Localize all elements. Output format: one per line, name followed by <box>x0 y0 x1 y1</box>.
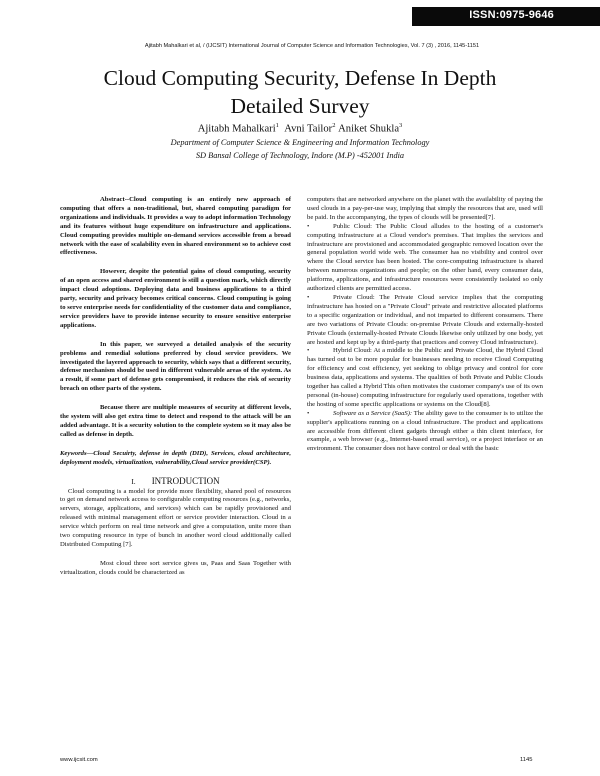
bullet-public-cloud <box>307 223 543 294</box>
section-number: I. <box>131 476 136 486</box>
bullet-text: Public Cloud: The Public Cloud alludes to the hosting of a customer's computing infrastructure at a Cloud vendor's premises. That implies the services and infrastructure are provisioned and accommodated geographic removed location over the general population world wide web. The consumer has no visibility and control over where the Cloud service has been hosted. The core-computing infrastructure is shared between numerous organizations and people; on the other hand, every consumer data, platforms, applications, and infrastructure resources were consistently isolated so only authorized clients are permitted access. <box>307 222 543 293</box>
issn-label: ISSN:0975-9646 <box>469 9 554 21</box>
continued-paragraph: computers that are networked anywhere on the planet with the availability of paying the used clouds in a pay-per-use way, implying that simply the resources that are, used will be paid. In the accompanying, the types of clouds will be presented[7]. <box>307 196 543 221</box>
left-column <box>60 196 291 578</box>
affiliation-college: SD Bansal College of Technology, Indore (M.P) -452001 India <box>195 151 405 160</box>
author-affil-mark: 1 <box>275 122 279 129</box>
intro-paragraph: Cloud computing is a model for provide more flexibility, shared pool of resources to get on demand network access to configurable computing resources (e.g., networks, servers, storage, applications, and services) which can be rapidly provisioned and released with minimal management effort or service provider interaction. Cloud in a service which perform on real time network and give a computation, unite more than two computing resource in type of bunch in another word cloud additionally called Distributed Computing [7]. <box>60 487 291 548</box>
bullet-mark: • <box>307 347 310 355</box>
keywords-text: —Cloud Secuirty, defense in depth (DID), Services, cloud architecture, deployment models, virtualization, vulnerability,Cloud service provider(CSP). <box>60 449 291 466</box>
footer-site: www.ijcsit.com <box>60 757 98 763</box>
bullet-saas <box>307 410 543 455</box>
abstract-paragraph: Abstract--Cloud computing is an entirely new approach of computing that offers a non-traditional, but, shared computing paradigm for organizations and individuals. It provides a way to adopt information Technology and its features without huge expenditure on infrastructure and applications. Cloud computing provides multiple on-demand services accessible from a broad network with the ease of scalability even in shared environment so to achieve cost effectiveness. <box>60 196 291 257</box>
bullet-text: Private Cloud: The Private Cloud service implies that the computing infrastructure has hosted on a "Private Cloud" private and restrictive allocated platforms to a specific organization or individual, and not imparted to different consumers. There are two variations of Private Clouds: on-premise Private Clouds and externally-hosted Private Clouds (externally-hosted Private Clouds likewise only utilized by one body, yet are hosted and kept up by a third-party that practices and convey Cloud infrastructure). <box>307 293 543 346</box>
section-heading <box>60 476 291 486</box>
author-affil-mark: 2 <box>332 122 336 129</box>
abstract-paragraph: In this paper, we surveyed a detailed analysis of the security problems and remedial solutions preferred by cloud service providers. We investigated the layered approach to security, which says that a different security, defense mechanism should be used in different vulnerable areas of the system. As a result, if some part of defense gets compromised, it reduces the risk of security breach on other parts of the system. <box>60 340 291 393</box>
bullet-mark: • <box>307 222 310 230</box>
right-column <box>307 196 543 454</box>
footer-page-number: 1145 <box>520 757 533 763</box>
keywords-label: Keywords <box>60 449 87 457</box>
bullet-private-cloud <box>307 294 543 347</box>
saas-label: Software as a Service (SaaS): <box>333 409 413 417</box>
affiliation-department: Department of Computer Science & Engineering and Information Technology <box>170 138 430 147</box>
author-list <box>40 122 560 135</box>
paper-title <box>40 64 560 120</box>
author-affil-mark: 3 <box>399 122 403 129</box>
author-name: Avni Tailor <box>284 123 333 135</box>
intro-paragraph: Most cloud three sort service gives us, Paas and Saas Together with virtualization, clouds could be characterized as <box>60 559 291 576</box>
abstract-paragraph: Because there are multiple measures of security at different levels, the system will also get extra time to detect and respond to the attack will be an added advantage. It is a security solution to the complete system so it may also be called as defense in depth. <box>60 404 291 438</box>
keywords <box>60 450 291 468</box>
bullet-mark: • <box>307 293 310 301</box>
title-line-1: Cloud Computing Security, Defense In Depth <box>103 66 497 90</box>
bullet-hybrid-cloud <box>307 347 543 409</box>
issn-banner <box>412 7 600 26</box>
bullet-text: The ability gave to the consumer is to utilize the supplier's applications running on a cloud infrastructure. The product and applications are accessible from different client gadgets through either a thin client interface, for example, a web browser (e.g., Internet-based email service), or a project interface or an environment. The consumer does not have control or deal with the basic <box>307 409 543 453</box>
abstract-paragraph: However, despite the potential gains of cloud computing, security of an open access and shared environment is still a question mark, which directly impact cloud adoptions. Deploying data and business applications to a third party, security and privacy becomes critical concerns. Cloud computing is going to serve enterprise needs for confidentiality of the customer data and compliance, service providers have to provide intense security to ensure sensitive enterprise applications. <box>60 268 291 329</box>
running-head: Ajitabh Mahalkari et al, / (IJCSIT) International Journal of Computer Science and Information Technologies, Vol. 7 (3) , 2016, 1145-1151 <box>144 43 480 49</box>
bullet-text: Hybrid Cloud: At a middle to the Public and Private Cloud, the Hybrid Cloud has turned out to be more popular for businesses needing to receive Cloud Computing for efficiency and cost efficiency, yet seeking to oblige privacy and control for core business data, applications and systems. The qualities of both Private and Public Clouds together has called a Hybrid This often motivates the customer company's use of its own personal (in-house) computing infrastructure for regularly used operations, together with the hosting of some specific applications or systems on the Cloud[8]. <box>307 347 543 408</box>
author-name: Ajitabh Mahalkari <box>197 123 276 135</box>
bullet-mark: • <box>307 409 310 417</box>
author-name: Aniket Shukla <box>338 123 400 135</box>
title-line-2: Detailed Survey <box>230 94 370 118</box>
section-title: INTRODUCTION <box>151 475 220 486</box>
